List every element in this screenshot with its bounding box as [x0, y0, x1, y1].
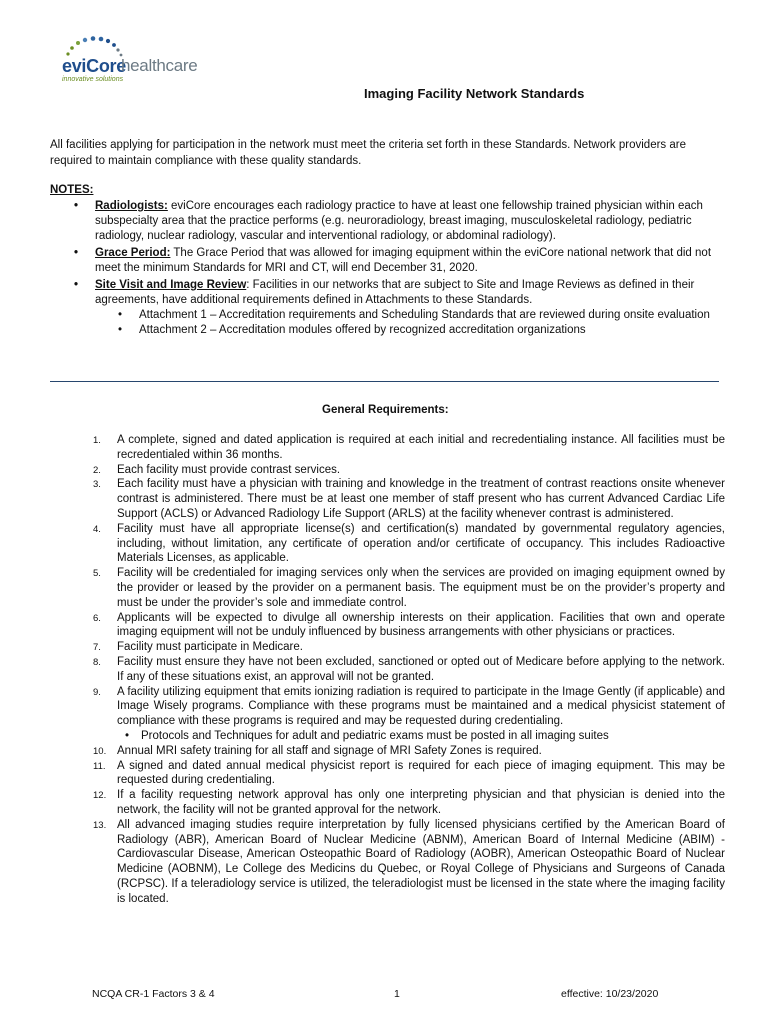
- requirement-item: [93, 433, 725, 463]
- section-divider: [50, 381, 719, 382]
- requirement-text: Applicants will be expected to divulge all ownership interests on their application. Facilities that own and operate imaging equipment will not be unduly influenced by business arrangements with other physicians or practices.: [117, 611, 725, 639]
- requirement-number: 9.: [93, 686, 101, 698]
- requirement-text: A signed and dated annual medical physicist report is required for each piece of imaging equipment. This may be requested during credentialing.: [117, 759, 725, 787]
- note-item-grace-period: [95, 246, 720, 276]
- requirement-number: 5.: [93, 568, 101, 580]
- evicore-logo: [60, 36, 220, 86]
- footer-effective-date: effective: 10/23/2020: [561, 988, 659, 1000]
- requirement-text: A facility utilizing equipment that emits ionizing radiation is required to participate in the Image Gently (if applicable) and Image Wisely programs. Compliance with these programs must be maintained and a medical physicist statement of compliance with these programs is required and may be requested during credentialing.: [117, 685, 725, 728]
- requirement-number: 13.: [93, 819, 107, 831]
- attachment-item: • Attachment 1 – Accreditation requirements and Scheduling Standards that are reviewed during onsite evaluation: [139, 308, 720, 323]
- requirement-text: Each facility must provide contrast services.: [117, 463, 341, 476]
- requirement-number: 1.: [93, 435, 101, 446]
- requirement-text: Facility must participate in Medicare.: [117, 641, 303, 654]
- logo-tagline: innovative solutions: [62, 76, 124, 83]
- requirement-text: Facility will be credentialed for imaging services only when the services are provided on imaging equipment owned by the provider or leased by the provider on a permanent basis. The equipment must be on the provider’s property and must be under the provider’s sole and immediate control.: [117, 567, 725, 609]
- requirement-item: [93, 759, 725, 789]
- requirement-item: [93, 566, 725, 610]
- requirement-text: Each facility must have a physician with training and knowledge in the treatment of contrast reactions onsite whenever contrast is administered. There must be at least one member of staff present who has current Advanced Cardiac Life Support (ACLS) or Advanced Radiology Life Support (ARLS) at the facility whenever contrast is administered.: [117, 478, 725, 520]
- requirement-text: Facility must ensure they have not been excluded, sanctioned or opted out of Medicare before applying to the network. If any of these situations exist, an approval will not be granted.: [117, 655, 725, 683]
- attachment-list: [95, 308, 720, 338]
- note-text: : Facilities in our networks that are subject to Site and Image Reviews as defined in their agreements, have additional requirements defined in Attachments to these Standards.: [95, 279, 695, 306]
- notes-list: [95, 199, 720, 340]
- requirement-text: Annual MRI safety training for all staff and signage of MRI Safety Zones is required.: [117, 744, 542, 757]
- general-requirements-heading: General Requirements:: [322, 404, 449, 416]
- logo-brand-text: eviCore: [62, 56, 126, 76]
- requirement-number: 6.: [93, 612, 101, 624]
- requirement-item: [93, 477, 725, 521]
- note-item-site-visit: [95, 278, 720, 338]
- requirement-number: 3.: [93, 479, 101, 491]
- requirement-item: [93, 655, 725, 685]
- note-text: eviCore encourages each radiology practice to have at least one fellowship trained physician within each subspecialty area that the practice performs (e.g. neuroradiology, breast imaging, musculoskeletal radiology, pediatric radiology, nuclear radiology, vascular and interventional radiology, or abdominal radiology).: [95, 200, 703, 242]
- requirement-text: If a facility requesting network approval has only one interpreting physician and that physician is denied into the network, the facility will not be granted approval for the network.: [117, 789, 725, 816]
- requirement-number: 12.: [93, 790, 107, 802]
- requirement-item: [93, 522, 725, 566]
- note-text: The Grace Period that was allowed for imaging equipment within the eviCore national network that did not meet the minimum Standards for MRI and CT, will end December 31, 2020.: [95, 247, 712, 274]
- requirement-item: [93, 640, 725, 655]
- requirement-number: 2.: [93, 464, 101, 476]
- note-label: Site Visit and Image Review: [95, 279, 247, 291]
- logo-dot-arc-icon: [60, 36, 140, 58]
- requirement-number: 7.: [93, 642, 101, 654]
- requirement-number: 8.: [93, 656, 101, 668]
- note-item-radiologists: [95, 199, 720, 244]
- requirement-item: [93, 788, 725, 818]
- requirement-item: [93, 744, 725, 759]
- requirement-item: [93, 463, 725, 478]
- requirement-number: 10.: [93, 745, 107, 757]
- note-label: Radiologists:: [95, 200, 168, 212]
- requirement-sublist: [117, 729, 725, 744]
- requirement-text: Facility must have all appropriate license(s) and certification(s) mandated by governmental regulatory agencies, including, without limitation, any certificate of operation and/or certificate of occupancy. This includes Radioactive Materials Licenses, as applicable.: [117, 522, 725, 565]
- requirement-text: A complete, signed and dated application is required at each initial and recredentialing instance. All facilities must be recredentialed within 36 months.: [117, 434, 725, 461]
- footer-page-number: 1: [394, 988, 400, 1000]
- requirement-number: 11.: [93, 760, 106, 772]
- requirement-item: [93, 818, 725, 907]
- requirement-number: 4.: [93, 523, 101, 535]
- document-title: Imaging Facility Network Standards: [364, 86, 585, 101]
- requirement-item: [93, 685, 725, 744]
- attachment-item: • Attachment 2 – Accreditation modules offered by recognized accreditation organizations: [139, 323, 720, 338]
- requirement-item: [93, 611, 725, 641]
- requirement-text: All advanced imaging studies require interpretation by fully licensed physicians certified by the American Board of Radiology (ABR), American Board of Nuclear Medicine (ABNM), American Board of Internal Medicine (ABIM) - Cardiovascular Disease, American Osteopathic Board of Radiology (AOBR), American Osteopathic Board of Nuclear Medicine (AOBNM), Le College des Medicins du Quebec, or Royal College of Physicians and Surgeons of Canada (RCPSC). If a teleradiology service is utilized, the teleradiologist must be licensed in the state where the imaging facility is located.: [117, 818, 725, 905]
- intro-paragraph: All facilities applying for participation in the network must meet the criteria set forth in these Standards. Network providers are required to maintain compliance with these quality standards.: [50, 139, 686, 167]
- general-requirements-list: [93, 433, 725, 907]
- logo-suffix-text: healthcare: [121, 56, 198, 75]
- note-label: Grace Period:: [95, 247, 171, 259]
- requirement-subitem: • Protocols and Techniques for adult and pediatric exams must be posted in all imaging suites: [141, 729, 725, 744]
- footer-reference: NCQA CR-1 Factors 3 & 4: [92, 988, 215, 1000]
- notes-heading: NOTES:: [50, 184, 94, 196]
